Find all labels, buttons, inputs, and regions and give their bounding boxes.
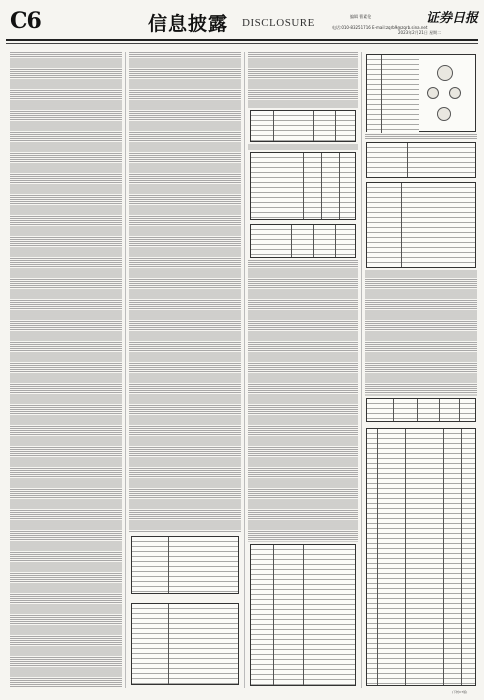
data-table (250, 224, 356, 258)
data-table (366, 398, 476, 422)
newspaper-logo: 证券日报 (426, 11, 479, 26)
badge-icon (427, 87, 439, 99)
masthead (6, 6, 478, 38)
company-info-box (366, 54, 476, 132)
column-divider (125, 52, 126, 688)
page-number: C6 (10, 8, 41, 34)
contact-info: 电话:010-83251716 E-mail:zqrb9@zqrb.sina.net (332, 25, 428, 30)
masthead-rule (6, 39, 478, 41)
info-table (367, 55, 419, 133)
column-divider (361, 52, 362, 688)
data-table (131, 536, 239, 594)
data-table (131, 603, 239, 685)
seal-icon (437, 65, 453, 81)
section-title-english: DISCLOSURE (242, 17, 315, 29)
data-table (250, 152, 356, 220)
data-table (366, 182, 476, 268)
badge-icon (449, 87, 461, 99)
text-column-1 (10, 52, 122, 688)
data-table (250, 110, 356, 142)
masthead-rule-thin (6, 43, 478, 44)
body-text (10, 52, 122, 688)
badge-icon (437, 107, 451, 121)
issue-date: 2023年2月21日 星期二 (398, 30, 442, 35)
data-table (366, 428, 476, 686)
data-table (250, 544, 356, 686)
column-divider (244, 52, 245, 688)
section-title: 信息披露 (148, 13, 229, 35)
continued-note: (下转C7版) (452, 690, 468, 694)
editor-credit: 编辑 曹素伦 (350, 14, 372, 19)
data-table (366, 142, 476, 178)
